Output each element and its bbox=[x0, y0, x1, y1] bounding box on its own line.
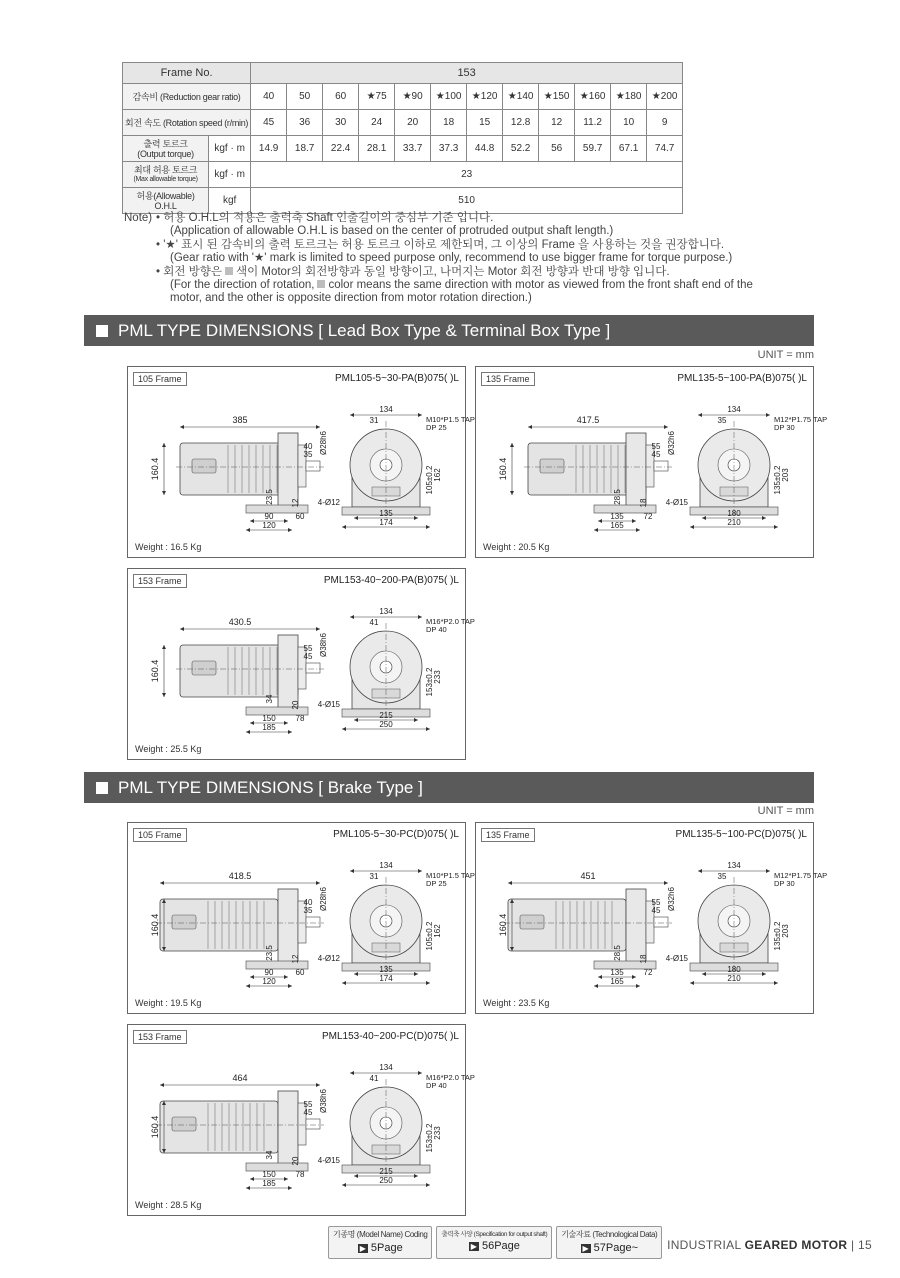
dim-total-height: 162 bbox=[433, 468, 442, 482]
speed-cell: 12.8 bbox=[503, 110, 539, 136]
dim-h1: 28.5 bbox=[613, 489, 622, 505]
dim-tap-depth: DP 40 bbox=[426, 1081, 447, 1090]
dim-shaft-dia: Ø38h6 bbox=[319, 1088, 328, 1114]
frame-tag: 135 Frame bbox=[481, 828, 535, 842]
dim-front-width: 134 bbox=[727, 861, 741, 870]
torque-cell: 52.2 bbox=[503, 136, 539, 162]
torque-cell: 28.1 bbox=[359, 136, 395, 162]
dim-base-b: 120 bbox=[262, 521, 276, 530]
dim-shaft-b: 45 bbox=[651, 906, 661, 915]
dim-front-offset: 41 bbox=[369, 1074, 379, 1083]
link-technological-data[interactable] bbox=[556, 1226, 662, 1259]
dimension-drawing bbox=[128, 385, 475, 540]
link-model-name-coding[interactable] bbox=[328, 1226, 432, 1259]
note-2-en: (Gear ratio with '★' mark is limited to speed purpose only, recommend to use bigger frame for torque purpose.) bbox=[170, 252, 733, 265]
dim-base-width-1: 215 bbox=[379, 711, 393, 720]
dim-tap: M10*P1.5 TAP bbox=[426, 871, 475, 880]
dim-length: 430.5 bbox=[228, 617, 252, 627]
front-view bbox=[318, 861, 475, 985]
torque-label-ko: 출력 토르크 bbox=[143, 138, 188, 149]
dimension-drawing bbox=[476, 385, 828, 540]
arrow-right-icon: ▶ bbox=[470, 1242, 477, 1251]
dim-base-a: 150 bbox=[262, 714, 276, 723]
dim-h2: 12 bbox=[291, 954, 300, 964]
dim-base-width-1: 135 bbox=[379, 509, 393, 518]
arrow-right-icon: ▶ bbox=[359, 1244, 366, 1253]
frame-tag: 153 Frame bbox=[133, 574, 187, 588]
front-view bbox=[318, 405, 475, 529]
dim-total-height: 233 bbox=[433, 670, 442, 684]
dim-tap-depth: DP 25 bbox=[426, 423, 447, 432]
dim-shaft-b: 45 bbox=[651, 450, 661, 459]
dim-shaft-height: 105±0.2 bbox=[425, 465, 434, 495]
page-number: 15 bbox=[858, 1238, 872, 1252]
drawing-panel bbox=[127, 366, 475, 558]
ratio-cell: ★160 bbox=[575, 84, 611, 110]
dim-tap: M12*P1.75 TAP bbox=[774, 415, 828, 424]
dim-tap-depth: DP 30 bbox=[774, 879, 795, 888]
speed-cell: 45 bbox=[251, 110, 287, 136]
speed-cell: 15 bbox=[467, 110, 503, 136]
dim-base-a: 90 bbox=[264, 968, 274, 977]
dim-base-width-2: 250 bbox=[379, 1176, 393, 1185]
dim-shaft-a: 55 bbox=[303, 644, 313, 653]
shaft-icon bbox=[306, 917, 320, 927]
frame-no-value: 153 bbox=[251, 63, 683, 84]
dim-h1: 23.5 bbox=[265, 945, 274, 961]
speed-row bbox=[123, 110, 683, 136]
model-code: PML105-5~30-PC(D)075( )L bbox=[333, 829, 459, 840]
dim-shaft-a: 40 bbox=[303, 898, 313, 907]
dim-tap-depth: DP 30 bbox=[774, 423, 795, 432]
dim-base-b: 185 bbox=[262, 723, 276, 732]
max-torque-row bbox=[123, 162, 683, 188]
model-code: PML153-40~200-PA(B)075( )L bbox=[323, 575, 459, 586]
dim-shaft-dia: Ø32h6 bbox=[667, 430, 676, 456]
speed-cell: 18 bbox=[431, 110, 467, 136]
dim-front-width: 134 bbox=[379, 607, 393, 616]
ohl-label-ko: 허용(Allowable) bbox=[136, 190, 195, 201]
dimension-drawing bbox=[128, 587, 475, 742]
ratio-cell: ★150 bbox=[539, 84, 575, 110]
dim-front-offset: 35 bbox=[717, 872, 727, 881]
dim-total-height: 203 bbox=[781, 468, 790, 482]
dim-holes: 4-Ø15 bbox=[317, 1156, 340, 1165]
shaft-icon bbox=[306, 663, 320, 673]
dim-base-width-2: 174 bbox=[379, 974, 393, 983]
shaft-icon bbox=[306, 461, 320, 471]
dim-length: 451 bbox=[580, 871, 596, 881]
dim-h1: 23.5 bbox=[265, 489, 274, 505]
dim-h1: 34 bbox=[265, 1150, 274, 1160]
ohl-row bbox=[123, 188, 683, 214]
link-title: 기종명 (Model Name) Coding bbox=[333, 1230, 428, 1239]
torque-cell: 14.9 bbox=[251, 136, 287, 162]
front-view bbox=[666, 405, 827, 529]
dim-total-height: 233 bbox=[433, 1126, 442, 1140]
frame-tag: 153 Frame bbox=[133, 1030, 187, 1044]
side-view bbox=[150, 415, 328, 532]
dim-base-a: 135 bbox=[610, 512, 624, 521]
weight-label: Weight : 20.5 Kg bbox=[483, 542, 550, 552]
dim-shaft-dia: Ø32h6 bbox=[667, 886, 676, 912]
dim-total-height: 162 bbox=[433, 924, 442, 938]
dim-front-width: 134 bbox=[379, 405, 393, 414]
ratio-cell: ★140 bbox=[503, 84, 539, 110]
arrow-right-icon: ▶ bbox=[582, 1244, 589, 1253]
dim-base-a: 150 bbox=[262, 1170, 276, 1179]
dim-tap: M10*P1.5 TAP bbox=[426, 415, 475, 424]
dim-base-width-1: 135 bbox=[379, 965, 393, 974]
dimension-drawing bbox=[476, 841, 828, 996]
spec-table bbox=[122, 62, 683, 214]
dim-base-c: 72 bbox=[643, 968, 653, 977]
dim-height: 160.4 bbox=[150, 1115, 160, 1139]
dim-front-width: 134 bbox=[379, 861, 393, 870]
footer-links bbox=[328, 1226, 662, 1259]
drawing-panel bbox=[127, 822, 475, 1014]
drawing-panel bbox=[127, 568, 475, 760]
link-page: 5Page bbox=[370, 1242, 403, 1254]
torque-cell: 22.4 bbox=[323, 136, 359, 162]
dim-shaft-height: 153±0.2 bbox=[425, 1123, 434, 1153]
dim-front-offset: 35 bbox=[717, 416, 727, 425]
torque-cell: 56 bbox=[539, 136, 575, 162]
shaft-icon bbox=[306, 1119, 320, 1129]
section-title-brake bbox=[84, 772, 814, 803]
side-view bbox=[150, 871, 328, 988]
dim-base-width-1: 215 bbox=[379, 1167, 393, 1176]
dim-base-c: 60 bbox=[295, 512, 305, 521]
front-view bbox=[318, 607, 475, 731]
weight-label: Weight : 25.5 Kg bbox=[135, 744, 202, 754]
torque-unit: kgf · m bbox=[209, 136, 251, 162]
dim-base-width-2: 210 bbox=[727, 974, 741, 983]
dim-holes: 4-Ø12 bbox=[317, 498, 340, 507]
dim-height: 160.4 bbox=[150, 659, 160, 683]
dim-height: 160.4 bbox=[498, 457, 508, 481]
dim-base-c: 60 bbox=[295, 968, 305, 977]
dim-h2: 18 bbox=[639, 954, 648, 964]
nameplate-icon bbox=[192, 661, 216, 675]
note-3-en-b: color means the same direction with motor as viewed from the front shaft end of the bbox=[328, 279, 753, 292]
dim-height: 160.4 bbox=[150, 457, 160, 481]
link-page: 57Page~ bbox=[593, 1242, 639, 1254]
side-view bbox=[498, 871, 676, 988]
dim-shaft-height: 105±0.2 bbox=[425, 921, 434, 951]
dim-base-c: 78 bbox=[295, 1170, 305, 1179]
drawing-panel bbox=[127, 1024, 475, 1216]
side-view bbox=[498, 415, 676, 532]
weight-label: Weight : 16.5 Kg bbox=[135, 542, 202, 552]
section-title-text: PML TYPE DIMENSIONS [ Brake Type ] bbox=[118, 778, 423, 797]
dim-shaft-dia: Ø38h6 bbox=[319, 632, 328, 658]
dim-holes: 4-Ø12 bbox=[317, 954, 340, 963]
dim-base-a: 135 bbox=[610, 968, 624, 977]
ohl-value: 510 bbox=[251, 188, 683, 214]
dim-holes: 4-Ø15 bbox=[317, 700, 340, 709]
drawing-panel bbox=[475, 366, 828, 558]
ratio-row bbox=[123, 84, 683, 110]
model-code: PML153-40~200-PC(D)075( )L bbox=[321, 1031, 459, 1042]
dim-shaft-a: 55 bbox=[651, 442, 661, 451]
dim-length: 385 bbox=[232, 415, 248, 425]
dim-base-b: 165 bbox=[610, 521, 624, 530]
dim-holes: 4-Ø15 bbox=[665, 954, 688, 963]
dim-shaft-dia: Ø28h6 bbox=[319, 886, 328, 912]
dim-length: 464 bbox=[232, 1073, 248, 1083]
note-2-ko: • '★' 표시 된 감속비의 출력 토르크는 허용 토르크 이하로 제한되며, 그 이상의 Frame 을 사용하는 것을 권장합니다. bbox=[156, 238, 725, 251]
dim-front-offset: 31 bbox=[369, 416, 379, 425]
dim-shaft-a: 40 bbox=[303, 442, 313, 451]
frame-tag: 105 Frame bbox=[133, 828, 187, 842]
separator: | bbox=[850, 1238, 855, 1252]
dim-base-width-1: 180 bbox=[727, 509, 741, 518]
dim-shaft-a: 55 bbox=[651, 898, 661, 907]
dim-shaft-height: 135±0.2 bbox=[773, 465, 782, 495]
note-1-ko: • 허용 O.H.L의 적용은 출력축 Shaft 인출길이의 중심부 기준 입니다. bbox=[156, 212, 494, 224]
dim-tap: M12*P1.75 TAP bbox=[774, 871, 828, 880]
dim-base-width-1: 180 bbox=[727, 965, 741, 974]
dim-length: 418.5 bbox=[228, 871, 252, 881]
max-torque-value: 23 bbox=[251, 162, 683, 188]
dim-holes: 4-Ø15 bbox=[665, 498, 688, 507]
note-1-en: (Application of allowable O.H.L is based on the center of protruded output shaft length.) bbox=[170, 225, 614, 238]
notes-lead: Note) bbox=[124, 212, 153, 224]
frame-tag: 105 Frame bbox=[133, 372, 187, 386]
dim-tap-depth: DP 25 bbox=[426, 879, 447, 888]
nameplate-icon bbox=[520, 915, 544, 929]
ratio-cell: ★75 bbox=[359, 84, 395, 110]
dim-base-b: 165 bbox=[610, 977, 624, 986]
torque-label bbox=[123, 136, 209, 162]
nameplate-icon bbox=[540, 459, 564, 473]
model-code: PML135-5~100-PC(D)075( )L bbox=[675, 829, 807, 840]
dim-shaft-b: 35 bbox=[303, 906, 313, 915]
gray-square-icon bbox=[225, 267, 233, 275]
dim-shaft-dia: Ø28h6 bbox=[319, 430, 328, 456]
frame-no-label: Frame No. bbox=[123, 63, 251, 84]
speed-cell: 11.2 bbox=[575, 110, 611, 136]
dim-h2: 20 bbox=[291, 1156, 300, 1166]
dim-base-width-2: 210 bbox=[727, 518, 741, 527]
dim-shaft-b: 45 bbox=[303, 652, 313, 661]
dim-shaft-height: 153±0.2 bbox=[425, 667, 434, 697]
dimension-drawing bbox=[128, 841, 475, 996]
side-view bbox=[150, 1073, 328, 1190]
note-3-en bbox=[156, 279, 824, 292]
dim-base-b: 185 bbox=[262, 1179, 276, 1188]
model-code: PML105-5~30-PA(B)075( )L bbox=[334, 373, 459, 384]
brand-light: INDUSTRIAL bbox=[667, 1238, 741, 1252]
dim-shaft-b: 35 bbox=[303, 450, 313, 459]
weight-label: Weight : 28.5 Kg bbox=[135, 1200, 202, 1210]
speed-cell: 30 bbox=[323, 110, 359, 136]
ratio-cell: ★180 bbox=[611, 84, 647, 110]
ratio-cell: 50 bbox=[287, 84, 323, 110]
ratio-cell: 40 bbox=[251, 84, 287, 110]
dim-height: 160.4 bbox=[150, 913, 160, 937]
dim-tap-depth: DP 40 bbox=[426, 625, 447, 634]
frame-tag: 135 Frame bbox=[481, 372, 535, 386]
speed-label: 회전 속도 (Rotation speed (r/min) bbox=[123, 110, 251, 136]
link-page: 56Page bbox=[481, 1240, 520, 1252]
max-torque-unit: kgf · m bbox=[209, 162, 251, 188]
link-output-shaft-spec[interactable] bbox=[436, 1226, 552, 1259]
ratio-label: 감속비 (Reduction gear ratio) bbox=[123, 84, 251, 110]
nameplate-icon bbox=[172, 1117, 196, 1131]
ohl-label bbox=[123, 188, 209, 214]
dim-base-a: 90 bbox=[264, 512, 274, 521]
ratio-cell: ★200 bbox=[647, 84, 683, 110]
dim-tap: M16*P2.0 TAP bbox=[426, 1073, 475, 1082]
square-bullet-icon bbox=[96, 325, 108, 337]
torque-cell: 33.7 bbox=[395, 136, 431, 162]
dim-front-width: 134 bbox=[727, 405, 741, 414]
speed-cell: 12 bbox=[539, 110, 575, 136]
max-torque-label bbox=[123, 162, 209, 188]
dim-front-offset: 41 bbox=[369, 618, 379, 627]
ohl-unit: kgf bbox=[209, 188, 251, 214]
front-view bbox=[318, 1063, 475, 1187]
dim-base-c: 72 bbox=[643, 512, 653, 521]
dim-front-width: 134 bbox=[379, 1063, 393, 1072]
dim-shaft-a: 55 bbox=[303, 1100, 313, 1109]
front-view bbox=[666, 861, 827, 985]
speed-cell: 10 bbox=[611, 110, 647, 136]
shaft-icon bbox=[654, 461, 668, 471]
torque-cell: 67.1 bbox=[611, 136, 647, 162]
dim-h2: 12 bbox=[291, 498, 300, 508]
section-title-text: PML TYPE DIMENSIONS [ Lead Box Type & Terminal Box Type ] bbox=[118, 321, 611, 340]
speed-cell: 20 bbox=[395, 110, 431, 136]
ratio-cell: ★100 bbox=[431, 84, 467, 110]
dim-base-b: 120 bbox=[262, 977, 276, 986]
note-3-en-a: (For the direction of rotation, bbox=[170, 279, 315, 292]
dim-front-offset: 31 bbox=[369, 872, 379, 881]
ratio-cell: ★120 bbox=[467, 84, 503, 110]
unit-label: UNIT = mm bbox=[757, 349, 814, 361]
weight-label: Weight : 23.5 Kg bbox=[483, 998, 550, 1008]
shaft-icon bbox=[654, 917, 668, 927]
drawing-panel bbox=[475, 822, 828, 1014]
dimension-drawing bbox=[128, 1043, 475, 1198]
dim-h1: 28.5 bbox=[613, 945, 622, 961]
nameplate-icon bbox=[172, 915, 196, 929]
note-3-en-c: motor, and the other is opposite direction from motor rotation direction.) bbox=[170, 292, 532, 305]
dim-shaft-b: 45 bbox=[303, 1108, 313, 1117]
torque-cell: 37.3 bbox=[431, 136, 467, 162]
ratio-cell: 60 bbox=[323, 84, 359, 110]
gray-square-icon bbox=[317, 280, 325, 288]
speed-cell: 9 bbox=[647, 110, 683, 136]
torque-cell: 59.7 bbox=[575, 136, 611, 162]
dim-base-width-2: 174 bbox=[379, 518, 393, 527]
notes bbox=[124, 212, 824, 306]
dim-h2: 20 bbox=[291, 700, 300, 710]
dim-height: 160.4 bbox=[498, 913, 508, 937]
note-3-ko-b: 색이 Motor의 회전방향과 동일 방향이고, 나머지는 Motor 회전 방향과 반대 방향 입니다. bbox=[235, 265, 670, 278]
speed-cell: 36 bbox=[287, 110, 323, 136]
dim-base-width-2: 250 bbox=[379, 720, 393, 729]
nameplate-icon bbox=[192, 459, 216, 473]
square-bullet-icon bbox=[96, 782, 108, 794]
section-title-lead-box bbox=[84, 315, 814, 346]
max-torque-label-en: (Max allowable torque) bbox=[133, 175, 198, 183]
ohl-label-en: O.H.L bbox=[154, 200, 177, 211]
torque-cell: 44.8 bbox=[467, 136, 503, 162]
dim-h2: 18 bbox=[639, 498, 648, 508]
weight-label: Weight : 19.5 Kg bbox=[135, 998, 202, 1008]
speed-cell: 24 bbox=[359, 110, 395, 136]
note-3-ko bbox=[156, 266, 824, 279]
torque-label-en: (Output torque) bbox=[137, 148, 194, 159]
dim-h1: 34 bbox=[265, 694, 274, 704]
side-view bbox=[150, 617, 328, 734]
dim-base-c: 78 bbox=[295, 714, 305, 723]
torque-cell: 18.7 bbox=[287, 136, 323, 162]
dim-total-height: 203 bbox=[781, 924, 790, 938]
note-3-ko-a: • 회전 방향은 bbox=[156, 265, 222, 278]
link-title: 기술자료 (Technological Data) bbox=[561, 1230, 658, 1239]
dim-tap: M16*P2.0 TAP bbox=[426, 617, 475, 626]
unit-label: UNIT = mm bbox=[757, 805, 814, 817]
max-torque-label-ko: 최대 허용 토르크 bbox=[133, 164, 198, 175]
dim-length: 417.5 bbox=[576, 415, 600, 425]
brand-bold: GEARED MOTOR bbox=[744, 1238, 848, 1252]
footer-brand bbox=[667, 1238, 872, 1252]
torque-cell: 74.7 bbox=[647, 136, 683, 162]
ratio-cell: ★90 bbox=[395, 84, 431, 110]
dim-shaft-height: 135±0.2 bbox=[773, 921, 782, 951]
link-title: 출력축 사양 (Specification for output shaft) bbox=[441, 1231, 548, 1238]
torque-row bbox=[123, 136, 683, 162]
model-code: PML135-5~100-PA(B)075( )L bbox=[677, 373, 807, 384]
